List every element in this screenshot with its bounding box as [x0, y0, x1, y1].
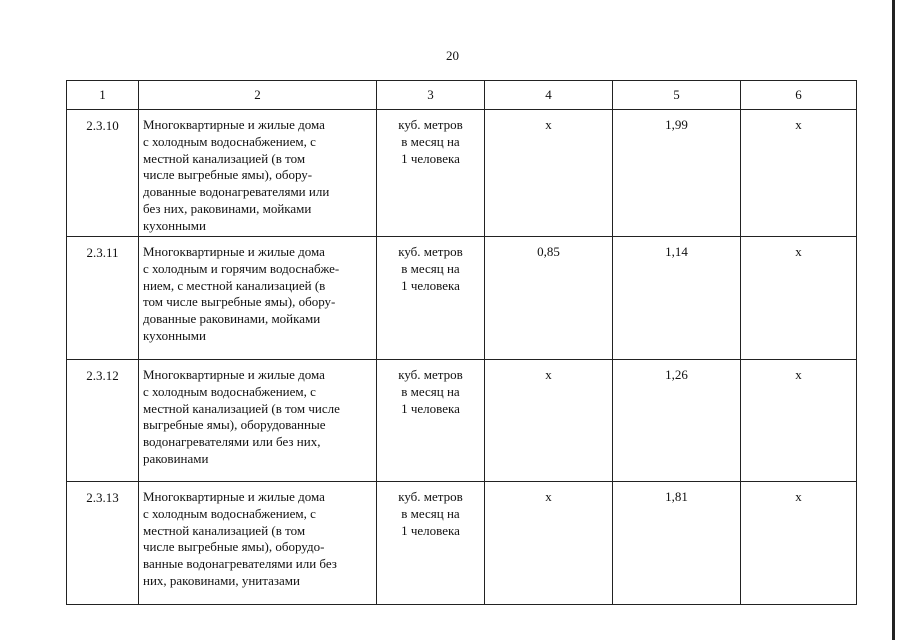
row-code: 2.3.12	[67, 360, 139, 482]
row-col6: х	[741, 237, 857, 360]
column-header: 5	[613, 81, 741, 110]
page-edge-rule	[892, 0, 895, 640]
row-col5: 1,99	[613, 110, 741, 237]
row-col4: х	[485, 482, 613, 605]
table-row	[67, 482, 857, 605]
table-row	[67, 110, 857, 237]
column-header: 2	[139, 81, 377, 110]
row-unit	[377, 237, 485, 360]
row-code: 2.3.11	[67, 237, 139, 360]
row-description	[139, 237, 377, 360]
row-col6: х	[741, 360, 857, 482]
row-description-text: Многоквартирные и жилые дома с холодным водоснабжением, с местной канализацией (в том числе выгребные ямы), оборудованные водонагревателями или без них, раковинами	[143, 367, 340, 466]
row-description-text: Многоквартирные и жилые дома с холодным и горячим водоснабже- нием, с местной канализацией (в том числе выгребные ямы), обору- дованные раковинами, мойками кухонными	[143, 244, 340, 343]
page-number: 20	[446, 48, 459, 63]
table-row	[67, 237, 857, 360]
column-header: 4	[485, 81, 613, 110]
row-col4: х	[485, 360, 613, 482]
row-description-text: Многоквартирные и жилые дома с холодным водоснабжением, с местной канализацией (в том числе выгребные ямы), оборудо- ванные водонагревателями или без них, раковинами, унитазами	[143, 489, 337, 588]
column-header: 6	[741, 81, 857, 110]
row-description	[139, 482, 377, 605]
row-unit	[377, 360, 485, 482]
row-unit	[377, 482, 485, 605]
row-col6: х	[741, 482, 857, 605]
column-header: 1	[67, 81, 139, 110]
row-unit	[377, 110, 485, 237]
tariff-table	[66, 80, 857, 605]
row-col5: 1,26	[613, 360, 741, 482]
row-col5: 1,81	[613, 482, 741, 605]
row-col5: 1,14	[613, 237, 741, 360]
column-header: 3	[377, 81, 485, 110]
table-header-row	[67, 81, 857, 110]
row-description	[139, 360, 377, 482]
row-unit-text: куб. метров в месяц на 1 человека	[398, 367, 463, 416]
row-unit-text: куб. метров в месяц на 1 человека	[398, 244, 463, 293]
row-col4: 0,85	[485, 237, 613, 360]
row-description	[139, 110, 377, 237]
row-code: 2.3.10	[67, 110, 139, 237]
row-unit-text: куб. метров в месяц на 1 человека	[398, 117, 463, 166]
table-row	[67, 360, 857, 482]
row-col6: х	[741, 110, 857, 237]
row-unit-text: куб. метров в месяц на 1 человека	[398, 489, 463, 538]
row-code: 2.3.13	[67, 482, 139, 605]
row-col4: х	[485, 110, 613, 237]
row-description-text: Многоквартирные и жилые дома с холодным водоснабжением, с местной канализацией (в том числе выгребные ямы), обору- дованные водонагревателями или без них, раковинами, мойками кухонными	[143, 117, 330, 233]
